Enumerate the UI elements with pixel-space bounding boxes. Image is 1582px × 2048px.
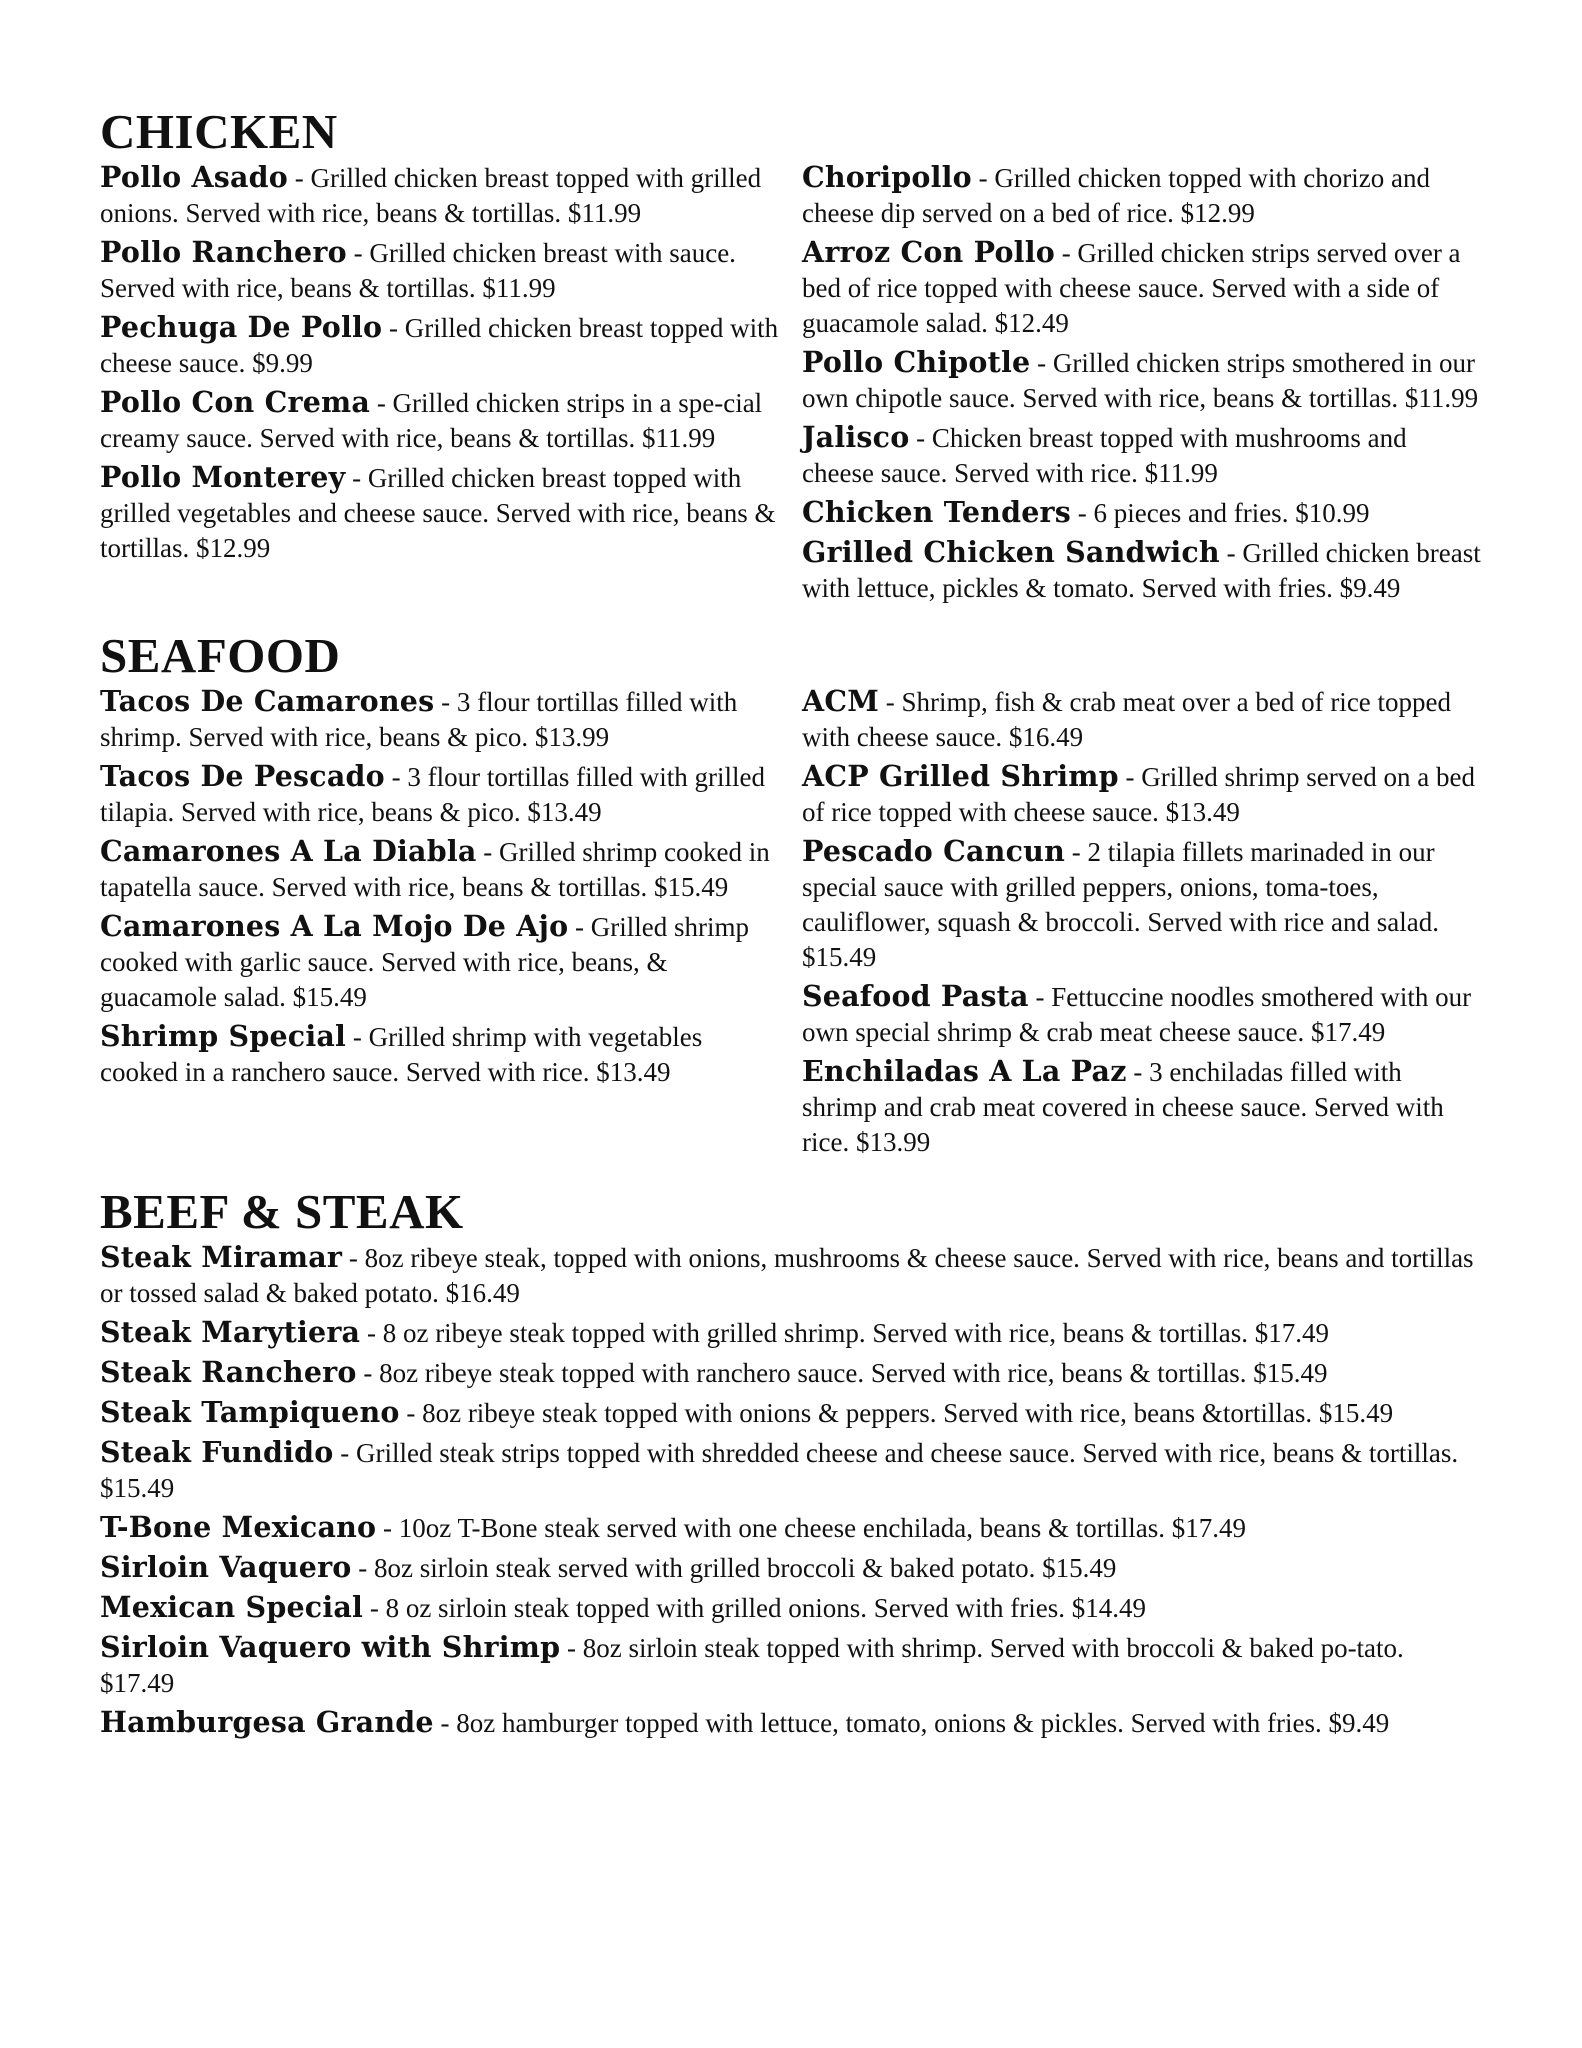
item-name: Steak Tampiqueno [100, 1395, 400, 1429]
menu-item [100, 1630, 1482, 1701]
item-description: - 8 oz sirloin steak topped with grilled onions. Served with fries. $14.49 [363, 1593, 1146, 1623]
menu-item [100, 460, 780, 566]
item-name: Tacos De Pescado [100, 759, 385, 793]
menu-item [100, 834, 780, 905]
item-description: - Grilled chicken topped with chorizo and cheese dip served on a bed of rice. $12.99 [802, 163, 1430, 228]
item-name: Steak Marytiera [100, 1315, 361, 1349]
item-description: - 8oz ribeye steak, topped with onions, mushrooms & cheese sauce. Served with rice, beans and tortillas or tossed salad & baked potato. $16.49 [100, 1243, 1474, 1308]
item-description: - 8oz hamburger topped with lettuce, tomato, onions & pickles. Served with fries. $9.49 [433, 1708, 1390, 1738]
chicken-columns [100, 160, 1482, 610]
seafood-columns [100, 684, 1482, 1164]
item-name: Enchiladas A La Paz [802, 1054, 1127, 1088]
item-name: Camarones A La Diabla [100, 834, 477, 868]
menu-item [100, 1550, 1482, 1586]
menu-page [100, 104, 1482, 1745]
seafood-left-column [100, 684, 780, 1164]
item-description: - 3 flour tortillas filled with shrimp. Served with rice, beans & pico. $13.99 [100, 687, 738, 752]
item-name: Pollo Asado [100, 160, 289, 194]
menu-item [100, 1510, 1482, 1546]
item-description: - Grilled chicken strips in a spe-cial creamy sauce. Served with rice, beans & tortillas. $11.99 [100, 388, 763, 453]
menu-item [100, 1705, 1482, 1741]
item-name: Sirloin Vaquero with Shrimp [100, 1630, 561, 1664]
section-title-seafood: SEAFOOD [100, 628, 341, 683]
item-description: - Grilled steak strips topped with shredded cheese and cheese sauce. Served with rice, beans & tortillas. $15.49 [100, 1438, 1459, 1503]
item-name: Seafood Pasta [802, 979, 1029, 1013]
item-description: - 8oz ribeye steak topped with ranchero sauce. Served with rice, beans & tortillas. $15.49 [356, 1358, 1328, 1388]
menu-item [100, 235, 780, 306]
item-description: - 10oz T-Bone steak served with one cheese enchilada, beans & tortillas. $17.49 [376, 1513, 1247, 1543]
item-name: Shrimp Special [100, 1019, 347, 1053]
item-description: - Fettuccine noodles smothered with our own special shrimp & crab meat cheese sauce. $17.49 [802, 982, 1472, 1047]
item-description: - Chicken breast topped with mushrooms and cheese sauce. Served with rice. $11.99 [802, 423, 1407, 488]
menu-item [100, 310, 780, 381]
item-description: - 8oz sirloin steak topped with shrimp. Served with broccoli & baked po-tato. $17.49 [100, 1633, 1404, 1698]
item-name: Mexican Special [100, 1590, 364, 1624]
item-description: - Grilled chicken breast topped with grilled vegetables and cheese sauce. Served with rice, beans & tortillas. $12.99 [100, 463, 776, 563]
item-name: Chicken Tenders [802, 495, 1072, 529]
item-description: - Grilled shrimp served on a bed of rice topped with cheese sauce. $13.49 [802, 762, 1475, 827]
menu-item [100, 385, 780, 456]
section-seafood [100, 628, 1482, 1164]
item-name: Steak Miramar [100, 1240, 343, 1274]
menu-item [100, 1395, 1482, 1431]
item-name: Jalisco [802, 420, 910, 454]
chicken-left-column [100, 160, 780, 610]
item-description: - Grilled chicken breast topped with grilled onions. Served with rice, beans & tortillas. $11.99 [100, 163, 762, 228]
item-description: - Shrimp, fish & crab meat over a bed of rice topped with cheese sauce. $16.49 [802, 687, 1452, 752]
item-description: - Grilled chicken breast topped with cheese sauce. $9.99 [100, 313, 779, 378]
menu-item [802, 759, 1482, 830]
chicken-right-column [802, 160, 1482, 610]
item-description: - Grilled chicken breast with sauce. Served with rice, beans & tortillas. $11.99 [100, 238, 736, 303]
item-description: - Grilled chicken strips served over a bed of rice topped with cheese sauce. Served with a side of guacamole salad. $12.49 [802, 238, 1461, 338]
menu-item [802, 1054, 1482, 1160]
menu-item [100, 160, 780, 231]
item-description: - Grilled shrimp with vegetables cooked in a ranchero sauce. Served with rice. $13.49 [100, 1022, 703, 1087]
item-name: Pescado Cancun [802, 834, 1065, 868]
item-description: - 8 oz ribeye steak topped with grilled shrimp. Served with rice, beans & tortillas. $17.49 [360, 1318, 1330, 1348]
item-name: Pollo Monterey [100, 460, 346, 494]
menu-item [100, 909, 780, 1015]
menu-item [100, 759, 780, 830]
item-name: Pollo Chipotle [802, 345, 1031, 379]
menu-item [100, 1315, 1482, 1351]
section-beef-steak [100, 1184, 1482, 1741]
item-name: Hamburgesa Grande [100, 1705, 434, 1739]
item-name: ACP Grilled Shrimp [802, 759, 1119, 793]
item-name: Pollo Con Crema [100, 385, 371, 419]
menu-item [100, 1435, 1482, 1506]
menu-item [802, 235, 1482, 341]
item-description: - 2 tilapia fillets marinaded in our special sauce with grilled peppers, onions, toma-toes, cauliflower, squash & broccoli. Served with rice and salad. $15.49 [802, 837, 1439, 972]
item-name: Choripollo [802, 160, 972, 194]
item-description: - 8oz sirloin steak served with grilled broccoli & baked potato. $15.49 [351, 1553, 1117, 1583]
seafood-right-column [802, 684, 1482, 1164]
item-description: - Grilled chicken breast with lettuce, pickles & tomato. Served with fries. $9.49 [802, 538, 1481, 603]
menu-item [100, 1240, 1482, 1311]
menu-item [100, 684, 780, 755]
menu-item [802, 420, 1482, 491]
item-description: - Grilled shrimp cooked in tapatella sauce. Served with rice, beans & tortillas. $15.49 [100, 837, 770, 902]
menu-item [802, 834, 1482, 975]
menu-item [802, 495, 1482, 531]
menu-item [100, 1355, 1482, 1391]
item-name: Steak Ranchero [100, 1355, 357, 1389]
item-name: Arroz Con Pollo [802, 235, 1055, 269]
item-description: - Grilled chicken strips smothered in our own chipotle sauce. Served with rice, beans & tortillas. $11.99 [802, 348, 1479, 413]
menu-item [802, 979, 1482, 1050]
section-title-chicken: CHICKEN [100, 104, 338, 159]
menu-item [100, 1590, 1482, 1626]
item-name: Tacos De Camarones [100, 684, 435, 718]
section-chicken [100, 104, 1482, 610]
menu-item [100, 1019, 780, 1090]
item-name: ACM [802, 684, 879, 718]
item-name: Pollo Ranchero [100, 235, 347, 269]
item-description: - 3 enchiladas filled with shrimp and crab meat covered in cheese sauce. Served with rice. $13.99 [802, 1057, 1444, 1157]
menu-item [802, 160, 1482, 231]
section-title-beef-steak: BEEF & STEAK [100, 1184, 464, 1239]
item-name: Steak Fundido [100, 1435, 334, 1469]
item-name: Pechuga De Pollo [100, 310, 383, 344]
item-name: Grilled Chicken Sandwich [802, 535, 1220, 569]
item-name: T-Bone Mexicano [100, 1510, 377, 1544]
item-name: Sirloin Vaquero [100, 1550, 352, 1584]
item-description: - 6 pieces and fries. $10.99 [1071, 498, 1370, 528]
item-description: - 3 flour tortillas filled with grilled tilapia. Served with rice, beans & pico. $13.49 [100, 762, 766, 827]
item-name: Camarones A La Mojo De Ajo [100, 909, 569, 943]
menu-item [802, 345, 1482, 416]
menu-item [802, 535, 1482, 606]
item-description: - 8oz ribeye steak topped with onions & peppers. Served with rice, beans &tortillas. $15.49 [399, 1398, 1394, 1428]
menu-item [802, 684, 1482, 755]
item-description: - Grilled shrimp cooked with garlic sauce. Served with rice, beans, & guacamole salad. $15.49 [100, 912, 750, 1012]
